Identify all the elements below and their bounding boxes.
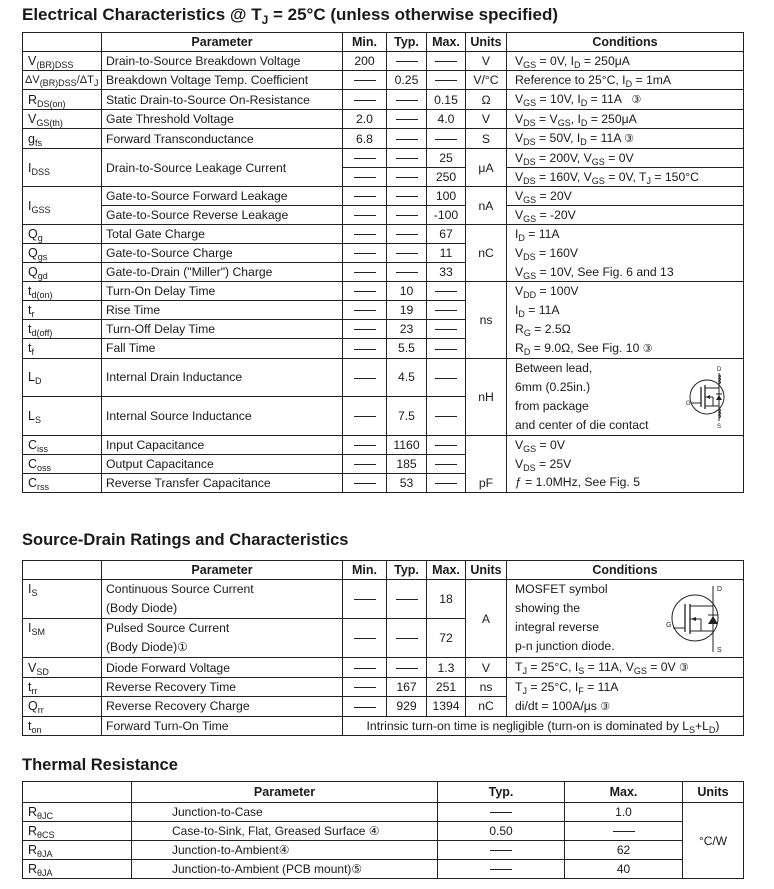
thermal-title: Thermal Resistance [22,756,178,774]
table-row: $t_{on}$ Forward Turn-On Time Intrinsic turn-on time is negligible (turn-on is dominated by $L_S+L_D$) [23,716,744,735]
table-row: $R_{\theta CS}$ Case-to-Sink, Flat, Greased Surface ④ 0.50 [23,822,744,841]
table-row: $I_{DSS}$ Drain-to-Source Leakage Current 25 μA $V_{DS} = 200V$, $V_{GS} = 0V$ [23,149,744,168]
symbol: $Q_{rr}$ [23,697,102,717]
symbol: $R_{\theta JC}$ [23,803,132,822]
col-units: Units [466,33,507,52]
source-drain-title: Source-Drain Ratings and Characteristics [22,531,349,549]
table-row: $C_{iss}$ Input Capacitance 1160 pF $V_{GS} = 0V$ [23,435,744,454]
symbol: $V_{GS(th)}$ [23,110,102,129]
table-row: $Q_g$ Total Gate Charge 67 nC $I_D = 11A$ [23,225,744,244]
table-row: $C_{oss}$ Output Capacitance 185 $V_{DS} = 25V$ [23,454,744,473]
table-row: $g_{fs}$ Forward Transconductance 6.8 S $V_{DS} = 50V$, $I_D = 11A$ ③ [23,129,744,149]
symbol: $L_S$ [23,397,102,436]
symbol: $R_{\theta JA}$ [23,841,132,860]
electrical-characteristics-table [22,32,744,493]
symbol: $C_{oss}$ [23,454,102,473]
symbol: $C_{rss}$ [23,473,102,492]
svg-text:G: G [686,400,691,407]
electrical-title: Electrical Characteristics @ $T_J = 25^\circ C$ (unless otherwise specified) [22,5,559,27]
symbol: $I_{SM}$ [23,619,102,658]
symbol: $Q_g$ [23,225,102,244]
table-row: $I_S$ Continuous Source Current (Body Diode) 18 A MOSFET symbol showing the integral reverse p-n junction diode. D G S [23,580,744,619]
mosfet-inductance-symbol-icon [677,363,737,429]
table-row: $L_D$ Internal Drain Inductance 4.5 nH Between lead, 6mm (0.25in.) from package and center of die contact D G S [23,358,744,397]
table-row: $t_{d(off)}$ Turn-Off Delay Time 23 $R_G = 2.5\Omega$ [23,320,744,339]
symbol: $\Delta V_{(BR)DSS}/\Delta T_J$ [23,71,102,90]
turn-on-note: Intrinsic turn-on time is negligible (turn-on is dominated by $L_S+L_D$) [343,716,744,735]
table-row: 250 $V_{DS} = 160V$, $V_{GS} = 0V$, $T_J = 150^\circ C$ [23,168,744,187]
symbol: $t_r$ [23,301,102,320]
table-row: $Q_{gs}$ Gate-to-Source Charge 11 $V_{DS} = 160V$ [23,244,744,263]
symbol: $I_S$ [23,580,102,619]
svg-text:G: G [666,622,672,629]
table-row: $t_{rr}$ Reverse Recovery Time 167 251 ns $T_J = 25^\circ C$, $I_F = 11A$ [23,678,744,697]
symbol: $t_f$ [23,339,102,359]
table-row: $C_{rss}$ Reverse Transfer Capacitance 53 ƒ = 1.0MHz, See Fig. 5 [23,473,744,492]
symbol: $L_D$ [23,358,102,397]
table-row: $t_f$ Fall Time 5.5 $R_D = 9.0\Omega$, See Fig. 10 ③ [23,339,744,359]
table-row: $Q_{gd}$ Gate-to-Drain ("Miller") Charge 33 $V_{GS} = 10V$, See Fig. 6 and 13 [23,263,744,282]
table-row: $\Delta V_{(BR)DSS}/\Delta T_J$ Breakdown Voltage Temp. Coefficient 0.25 V/°C Reference to 25°C, $I_D = 1mA$ [23,71,744,90]
symbol: $V_{SD}$ [23,658,102,678]
table-row: $R_{DS(on)}$ Static Drain-to-Source On-Resistance 0.15 Ω $V_{GS} = 10V$, $I_D = 11A$ ③ [23,90,744,110]
col-conditions: Conditions [507,33,744,52]
table-row: $V_{SD}$ Diode Forward Voltage 1.3 V $T_J = 25^\circ C$, $I_S = 11A$, $V_{GS} = 0V$ ③ [23,658,744,678]
col-parameter: Parameter [102,33,343,52]
table-header [23,33,744,52]
table-header: Parameter Typ. Max. Units [23,782,744,803]
table-row: $R_{\theta JC}$ Junction-to-Case 1.0 °C/W [23,803,744,822]
svg-text:S: S [717,647,722,654]
table-row: $t_{d(on)}$ Turn-On Delay Time 10 ns $V_{DD} = 100V$ [23,282,744,301]
source-drain-table [22,560,744,736]
col-max: Max. [427,33,466,52]
symbol: $Q_{gd}$ [23,263,102,282]
thermal-units: °C/W [683,803,744,879]
symbol: $t_{on}$ [23,716,102,735]
inductance-conditions: Between lead, 6mm (0.25in.) from package and center of die contact D G S [507,358,744,435]
col-typ: Typ. [387,33,427,52]
table-row: $V_{(BR)DSS}$ Drain-to-Source Breakdown Voltage 200 V $V_{GS} = 0V$, $I_D = 250\mu A$ [23,52,744,71]
symbol: $R_{DS(on)}$ [23,90,102,110]
svg-text:S: S [717,423,722,429]
mosfet-conditions: MOSFET symbol showing the integral reverse p-n junction diode. D G S [507,580,744,658]
symbol: $R_{\theta CS}$ [23,822,132,841]
table-row: $Q_{rr}$ Reverse Recovery Charge 929 1394 nC di/dt = 100A/μs ③ [23,697,744,717]
table-row: $I_{GSS}$ Gate-to-Source Forward Leakage 100 nA $V_{GS} = 20V$ [23,187,744,206]
symbol: $g_{fs}$ [23,129,102,149]
table-row: $t_r$ Rise Time 19 $I_D = 11A$ [23,301,744,320]
symbol: $t_{d(off)}$ [23,320,102,339]
col-min: Min. [343,33,387,52]
symbol: $t_{d(on)}$ [23,282,102,301]
thermal-resistance-table [22,781,744,879]
table-row: $R_{\theta JA}$ Junction-to-Ambient④ 62 [23,841,744,860]
symbol: $V_{(BR)DSS}$ [23,52,102,71]
symbol: $t_{rr}$ [23,678,102,697]
mosfet-body-diode-symbol-icon [663,582,735,654]
table-header: Parameter Min. Typ. Max. Units Conditions [23,561,744,580]
table-row: $V_{GS(th)}$ Gate Threshold Voltage 2.0 4.0 V $V_{DS} = V_{GS}$, $I_D = 250\mu A$ [23,110,744,129]
table-row: $L_S$ Internal Source Inductance 7.5 [23,397,744,436]
symbol: $C_{iss}$ [23,435,102,454]
symbol: $R_{\theta JA}$ [23,860,132,879]
symbol: $Q_{gs}$ [23,244,102,263]
table-row: Gate-to-Source Reverse Leakage -100 $V_{GS} = -20V$ [23,206,744,225]
symbol: $I_{GSS}$ [23,187,102,225]
symbol: $I_{DSS}$ [23,149,102,187]
table-row: $R_{\theta JA}$ Junction-to-Ambient (PCB mount)⑤ 40 [23,860,744,879]
svg-text:D: D [717,366,722,373]
svg-text:D: D [717,586,723,593]
table-row: $I_{SM}$ Pulsed Source Current (Body Diode)① 72 [23,619,744,658]
